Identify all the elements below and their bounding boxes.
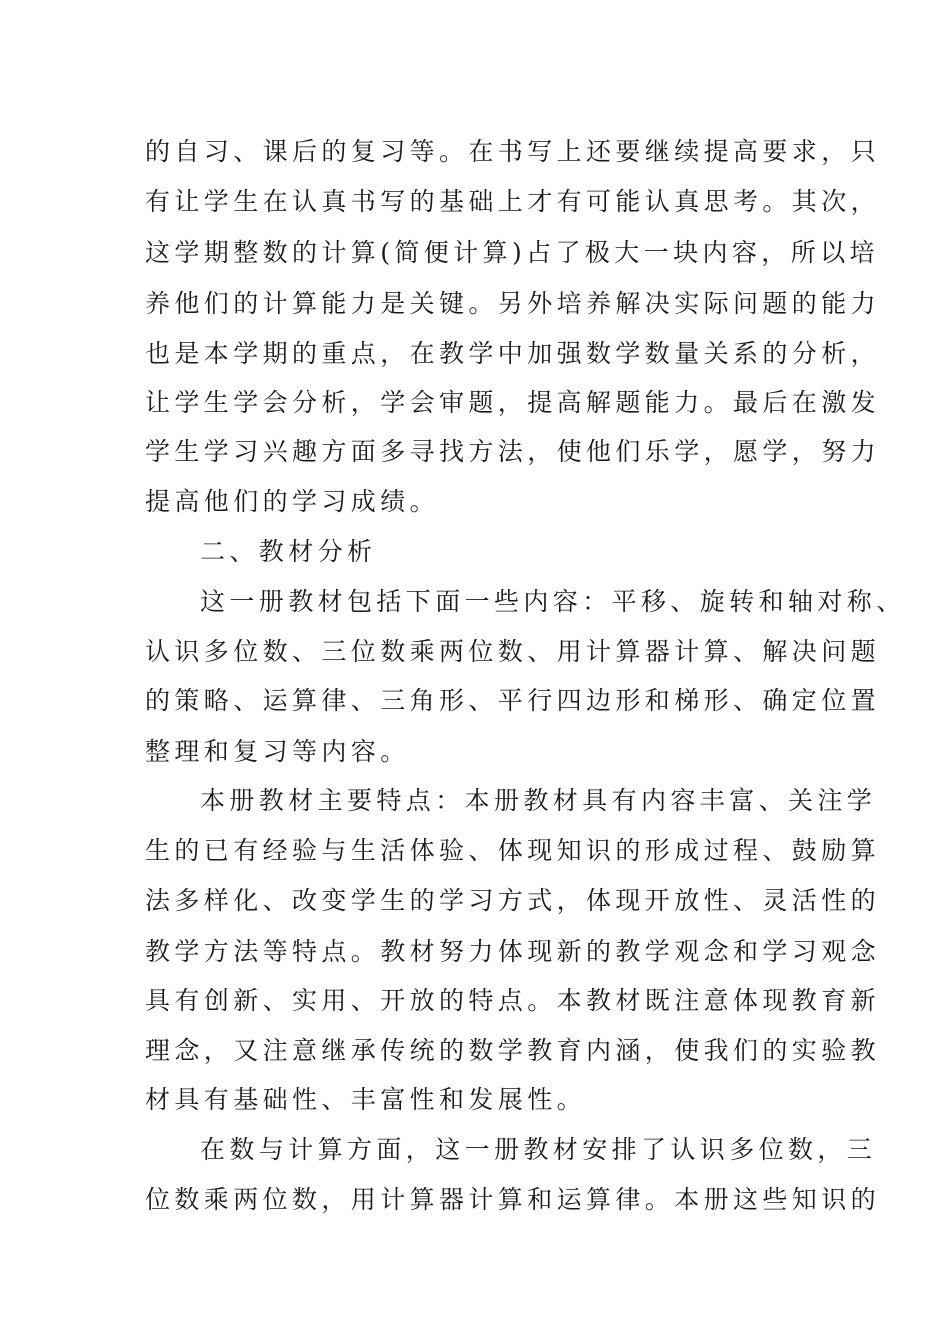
text-line: 本册教材主要特点：本册教材具有内容丰富、关注学 — [200, 786, 877, 815]
text-line: 养他们的计算能力是关键。另外培养解决实际问题的能力 — [145, 289, 881, 318]
text-line: 位数乘两位数，用计算器计算和运算律。本册这些知识的 — [145, 1185, 881, 1214]
text-line: 这学期整数的计算(简便计算)占了极大一块内容，所以培 — [145, 238, 879, 267]
text-line: 的自习、课后的复习等。在书写上还要继续提高要求，只 — [145, 137, 881, 166]
text-line: 提高他们的学习成绩。 — [145, 487, 440, 516]
text-line: 整理和复习等内容。 — [145, 737, 410, 766]
text-line: 材具有基础性、丰富性和发展性。 — [145, 1085, 587, 1114]
text-line: 教学方法等特点。教材努力体现新的教学观念和学习观念 — [145, 937, 881, 966]
text-line: 具有创新、实用、开放的特点。本教材既注意体现教育新 — [145, 986, 881, 1015]
text-line: 这一册教材包括下面一些内容：平移、旋转和轴对称、 — [200, 587, 906, 616]
text-line: 生的已有经验与生活体验、体现知识的形成过程、鼓励算 — [145, 836, 881, 865]
section-heading: 二、教材分析 — [200, 537, 377, 566]
text-line: 学生学习兴趣方面多寻找方法，使他们乐学，愿学，努力 — [145, 437, 881, 466]
text-line: 认识多位数、三位数乘两位数、用计算器计算、解决问题 — [145, 637, 881, 666]
text-line: 法多样化、改变学生的学习方式，体现开放性、灵活性的 — [145, 886, 881, 915]
text-line: 也是本学期的重点，在教学中加强数学数量关系的分析， — [145, 339, 881, 368]
text-line: 在数与计算方面，这一册教材安排了认识多位数，三 — [200, 1135, 877, 1164]
text-line: 的策略、运算律、三角形、平行四边形和梯形、确定位置 — [145, 686, 881, 715]
text-line: 理念，又注意继承传统的数学教育内涵，使我们的实验教 — [145, 1036, 881, 1065]
text-line: 让学生学会分析，学会审题，提高解题能力。最后在激发 — [145, 388, 881, 417]
text-line: 有让学生在认真书写的基础上才有可能认真思考。其次， — [145, 187, 881, 216]
